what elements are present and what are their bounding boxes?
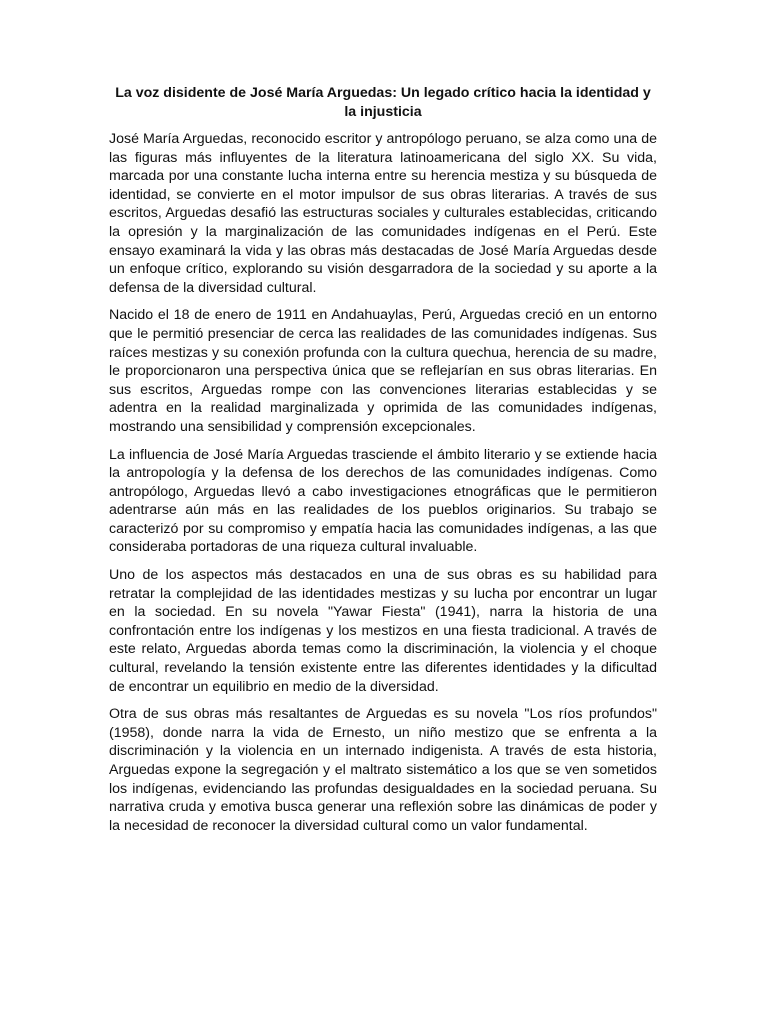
paragraph-introduction: José María Arguedas, reconocido escritor y antropólogo peruano, se alza como una de las figuras más influyentes de la literatura latinoamericana del siglo XX. Su vida, marcada por una constante lucha interna entre su herencia mestiza y su búsqueda de identidad, se convierte en el motor impulsor de sus obras literarias. A través de sus escritos, Arguedas desafió las estructuras sociales y culturales establecidas, criticando la opresión y la marginalización de las comunidades indígenas en el Perú. Este ensayo examinará la vida y las obras más destacadas de José María Arguedas desde un enfoque crítico, explorando su visión desgarradora de la sociedad y su aporte a la defensa de la diversidad cultural. bbox=[109, 131, 657, 296]
paragraph-early-life: Nacido el 18 de enero de 1911 en Andahuaylas, Perú, Arguedas creció en un entorno que le permitió presenciar de cerca las realidades de las comunidades indígenas. Sus raíces mestizas y su conexión profunda con la cultura quechua, herencia de su madre, le proporcionaron una perspectiva única que se reflejarían en sus obras literarias. En sus escritos, Arguedas rompe con las convenciones literarias establecidas y se adentra en la realidad marginalizada y oprimida de las comunidades indígenas, mostrando una sensibilidad y comprensión excepcionales. bbox=[109, 307, 657, 435]
paragraph-yawar-fiesta: Uno de los aspectos más destacados en una de sus obras es su habilidad para retratar la complejidad de las identidades mestizas y su lucha por encontrar un lugar en la sociedad. En su novela "Yawar Fiesta" (1941), narra la historia de una confrontación entre los indígenas y los mestizos en una fiesta tradicional. A través de este relato, Arguedas aborda temas como la discriminación, la violencia y el choque cultural, revelando la tensión existente entre las diferentes identidades y la dificultad de encontrar un equilibrio en medio de la diversidad. bbox=[109, 567, 657, 695]
paragraph-anthropology: La influencia de José María Arguedas trasciende el ámbito literario y se extiende hacia la antropología y la defensa de los derechos de las comunidades indígenas. Como antropólogo, Arguedas llevó a cabo investigaciones etnográficas que le permitieron adentrarse aún más en las realidades de los pueblos originarios. Su trabajo se caracterizó por su compromiso y empatía hacia las comunidades indígenas, a las que consideraba portadoras de una riqueza cultural invaluable. bbox=[109, 446, 657, 556]
paragraph-los-rios-profundos: Otra de sus obras más resaltantes de Arguedas es su novela "Los ríos profundos" (1958), donde narra la vida de Ernesto, un niño mestizo que se enfrenta a la discriminación y la violencia en un internado indigenista. A través de esta historia, Arguedas expone la segregación y el maltrato sistemático a los que se ven sometidos los indígenas, evidenciando las profundas desigualdades en la sociedad peruana. Su narrativa cruda y emotiva busca generar una reflexión sobre las dinámicas de poder y la necesidad de reconocer la diversidad cultural como un valor fundamental. bbox=[109, 706, 657, 834]
document-title: La voz disidente de José María Arguedas: Un legado crítico hacia la identidad y la injusticia bbox=[115, 85, 651, 120]
document-body bbox=[109, 84, 657, 844]
